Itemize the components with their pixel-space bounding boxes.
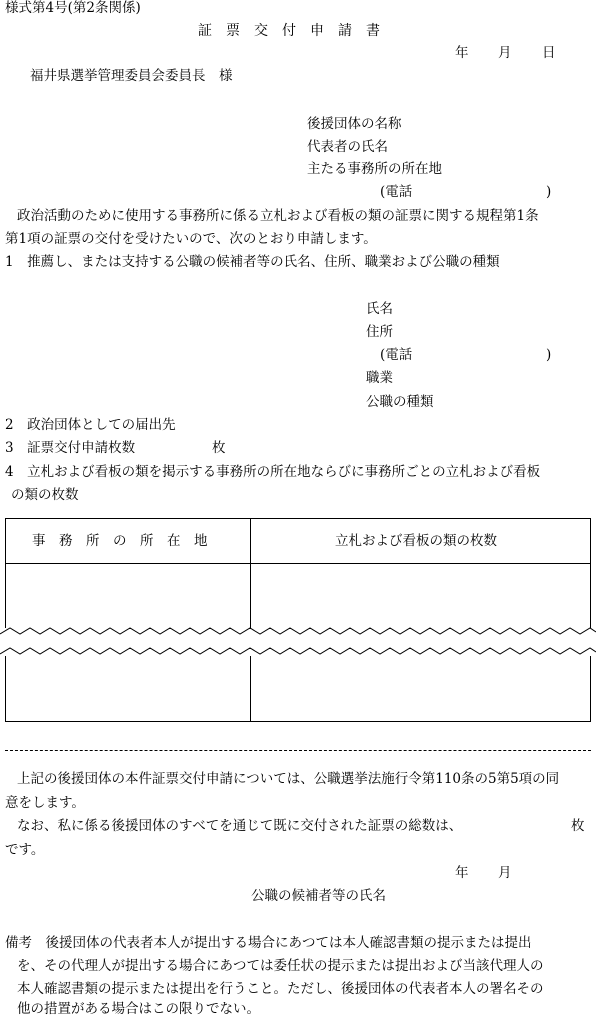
addressee: 福井県選挙管理委員会委員長 様 — [30, 68, 233, 84]
intro-line-1: 政治活動のために使用する事務所に係る立札および看板の類の証票に関する規程第1条 — [17, 208, 539, 224]
candidate-phone-close: ) — [546, 347, 552, 363]
date-month: 月 — [498, 45, 512, 61]
item-3-label: 3 証票交付申請枚数 — [5, 440, 136, 456]
item-2: 2 政治団体としての届出先 — [5, 417, 176, 433]
remarks-line-1: 備考 後援団体の代表者本人が提出する場合にあつては本人確認書類の提示または提出 — [5, 935, 532, 951]
candidate-address-label: 住所 — [366, 324, 393, 340]
tear-upper-edge — [0, 628, 596, 634]
intro-line-2: 第1項の証票の交付を受けたいので、次のとおり申請します。 — [5, 231, 377, 247]
table-col2-header: 立札および看板の類の枚数 — [335, 533, 497, 549]
table-right-border-lower — [590, 656, 591, 721]
document-title: 証 票 交 付 申 請 書 — [198, 23, 380, 39]
table-mid-border-upper — [250, 518, 251, 628]
consent-line-1: 上記の後援団体の本件証票交付申請については、公職選挙法施行令第110条の5第5項の同 — [17, 771, 560, 787]
tear-lower-edge — [0, 648, 596, 654]
candidate-name-label: 氏名 — [366, 301, 393, 317]
candidate-occupation-label: 職業 — [366, 370, 393, 386]
date-year: 年 — [455, 45, 469, 61]
applicant-representative-label: 代表者の氏名 — [307, 139, 388, 155]
table-left-border-lower — [5, 656, 6, 721]
applicant-phone-open: (電話 — [380, 184, 413, 200]
applicant-phone-close: ) — [546, 184, 552, 200]
date-day: 日 — [542, 45, 556, 61]
cut-line — [5, 750, 591, 751]
table-right-border-upper — [590, 518, 591, 628]
item-4-line-2: の類の枚数 — [11, 487, 79, 503]
remarks-line-3: 本人確認書類の提示または提出を行うこと。ただし、後援団体の代表者本人の署名その — [17, 981, 544, 997]
applicant-office-address-label: 主たる事務所の所在地 — [307, 161, 442, 177]
remarks-line-2: を、その代理人が提出する場合にあつては委任状の提示または提出および当該代理人の — [17, 958, 544, 974]
table-left-border-upper — [5, 518, 6, 628]
item-3-unit: 枚 — [212, 440, 226, 456]
item-1: 1 推薦し、または支持する公職の候補者等の氏名、住所、職業および公職の種類 — [5, 254, 500, 270]
remarks-line-4: 他の措置がある場合はこの限りでない。 — [17, 1001, 260, 1017]
consent-line-3: なお、私に係る後援団体のすべてを通じて既に交付された証票の総数は、 — [17, 818, 463, 834]
consent-month: 月 — [498, 865, 512, 881]
table-tear-line — [0, 624, 596, 664]
form-number: 様式第4号(第2条関係) — [5, 0, 141, 16]
consent-candidate-name-label: 公職の候補者等の氏名 — [251, 888, 386, 904]
item-4-line-1: 4 立札および看板の類を掲示する事務所の所在地ならびに事務所ごとの立札および看板 — [5, 464, 541, 480]
consent-line-3-unit: 枚 — [571, 818, 585, 834]
applicant-group-name-label: 後援団体の名称 — [307, 116, 402, 132]
table-bottom-border — [5, 721, 591, 722]
consent-year: 年 — [455, 865, 469, 881]
consent-line-4: です。 — [5, 842, 45, 858]
candidate-office-type-label: 公職の種類 — [366, 394, 434, 410]
table-top-border — [5, 518, 591, 519]
table-mid-border-lower — [250, 656, 251, 721]
consent-line-2: 意をします。 — [5, 795, 85, 811]
table-header-border — [5, 563, 591, 564]
table-col1-header: 事 務 所 の 所 在 地 — [32, 533, 208, 549]
candidate-phone-open: (電話 — [380, 347, 413, 363]
